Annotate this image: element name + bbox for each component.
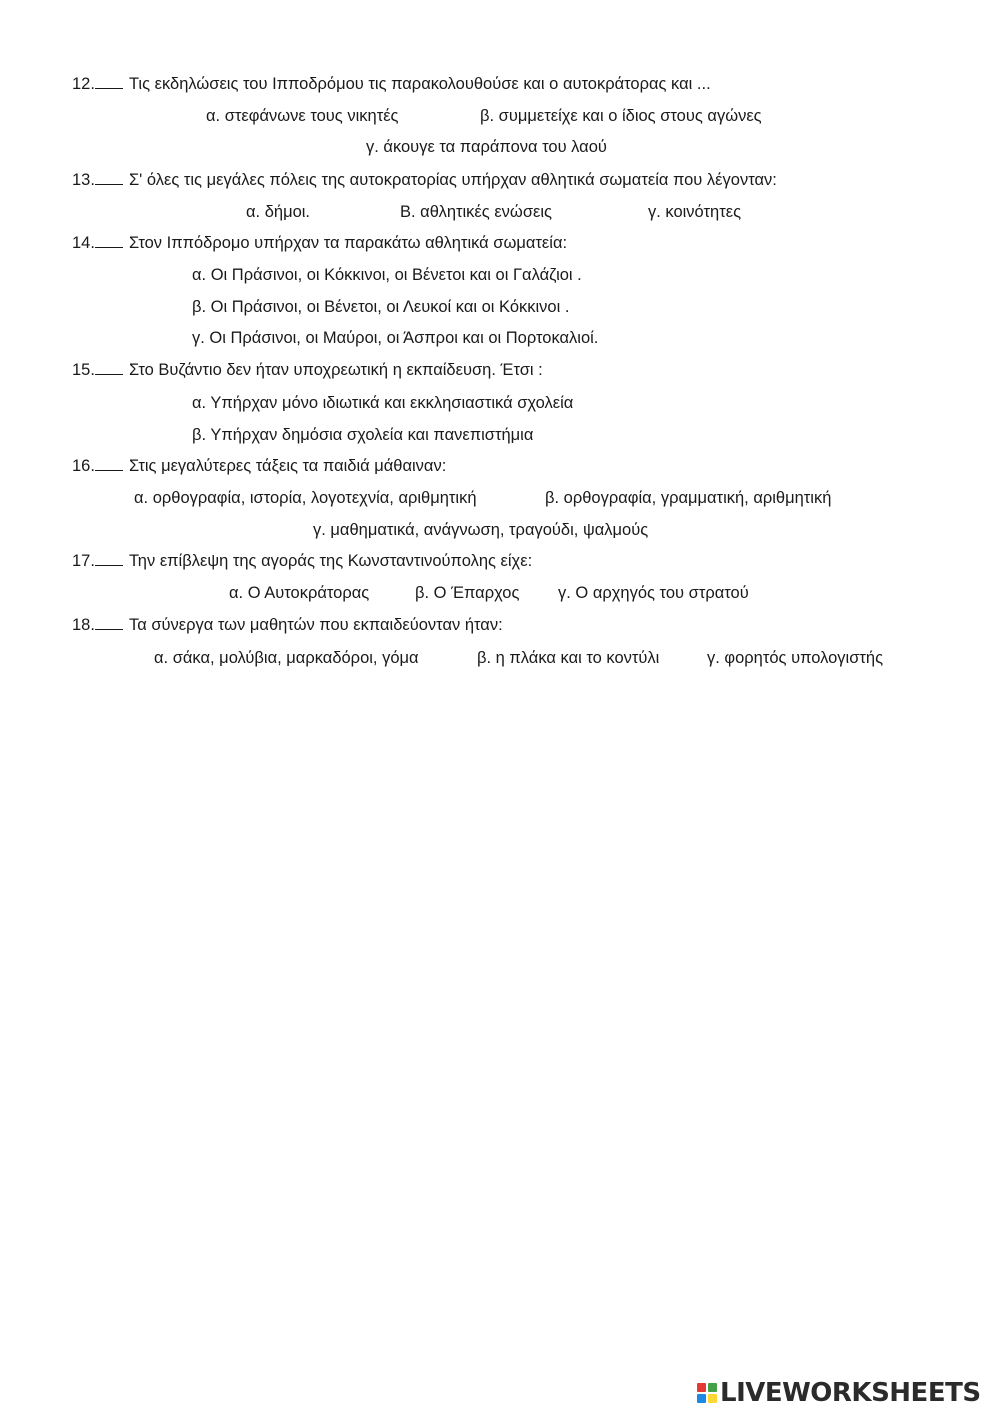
answer-blank[interactable] bbox=[95, 360, 123, 375]
answer-blank[interactable] bbox=[95, 74, 123, 89]
option-18a: α. σάκα, μολύβια, μαρκαδόροι, γόμα bbox=[154, 649, 419, 667]
option-12a: α. στεφάνωνε τους νικητές bbox=[206, 107, 399, 125]
option-13c: γ. κοινότητες bbox=[648, 203, 742, 221]
logo-text: LIVEWORKSHEETS bbox=[720, 1378, 981, 1408]
option-14a: α. Οι Πράσινοι, οι Κόκκινοι, οι Βένετοι και οι Γαλάζιοι . bbox=[192, 266, 582, 284]
option-13b: Β. αθλητικές ενώσεις bbox=[400, 203, 552, 221]
option-15b: β. Υπήρχαν δημόσια σχολεία και πανεπιστήμια bbox=[192, 426, 534, 444]
answer-blank[interactable] bbox=[95, 615, 123, 630]
question-15: 15. Στο Βυζάντιο δεν ήταν υποχρεωτική η εκπαίδευση. Έτσι : bbox=[72, 361, 543, 379]
answer-blank[interactable] bbox=[95, 551, 123, 566]
option-13a: α. δήμοι. bbox=[246, 203, 311, 221]
option-18c: γ. φορητός υπολογιστής bbox=[707, 649, 884, 667]
option-17a: α. Ο Αυτοκράτορας bbox=[229, 584, 370, 602]
question-18: 18. Τα σύνεργα των μαθητών που εκπαιδεύονταν ήταν: bbox=[72, 616, 503, 634]
answer-blank[interactable] bbox=[95, 456, 123, 471]
option-16c: γ. μαθηματικά, ανάγνωση, τραγούδι, ψαλμούς bbox=[313, 521, 649, 539]
logo-grid-icon bbox=[697, 1383, 717, 1403]
question-16: 16. Στις μεγαλύτερες τάξεις τα παιδιά μάθαιναν: bbox=[72, 457, 447, 475]
option-14c: γ. Οι Πράσινοι, οι Μαύροι, οι Άσπροι και οι Πορτοκαλιοί. bbox=[192, 329, 599, 347]
question-13: 13. Σ' όλες τις μεγάλες πόλεις της αυτοκρατορίας υπήρχαν αθλητικά σωματεία που λέγονταν: bbox=[72, 171, 777, 189]
option-12c: γ. άκουγε τα παράπονα του λαού bbox=[366, 138, 607, 156]
question-14: 14. Στον Ιππόδρομο υπήρχαν τα παρακάτω αθλητικά σωματεία: bbox=[72, 234, 568, 252]
option-17c: γ. Ο αρχηγός του στρατού bbox=[558, 584, 749, 602]
option-16a: α. ορθογραφία, ιστορία, λογοτεχνία, αριθμητική bbox=[134, 489, 477, 507]
option-15a: α. Υπήρχαν μόνο ιδιωτικά και εκκλησιαστικά σχολεία bbox=[192, 394, 574, 412]
question-12: 12. Τις εκδηλώσεις του Ιπποδρόμου τις παρακολουθούσε και ο αυτοκράτορας και ... bbox=[72, 75, 711, 93]
answer-blank[interactable] bbox=[95, 233, 123, 248]
option-16b: β. ορθογραφία, γραμματική, αριθμητική bbox=[545, 489, 832, 507]
option-14b: β. Οι Πράσινοι, οι Βένετοι, οι Λευκοί και οι Κόκκινοι . bbox=[192, 298, 570, 316]
liveworksheets-logo bbox=[697, 1380, 981, 1406]
answer-blank[interactable] bbox=[95, 170, 123, 185]
option-18b: β. η πλάκα και το κοντύλι bbox=[477, 649, 660, 667]
option-12b: β. συμμετείχε και ο ίδιος στους αγώνες bbox=[480, 107, 762, 125]
question-17: 17. Την επίβλεψη της αγοράς της Κωνσταντινούπολης είχε: bbox=[72, 552, 533, 570]
option-17b: β. Ο Έπαρχος bbox=[415, 584, 520, 602]
